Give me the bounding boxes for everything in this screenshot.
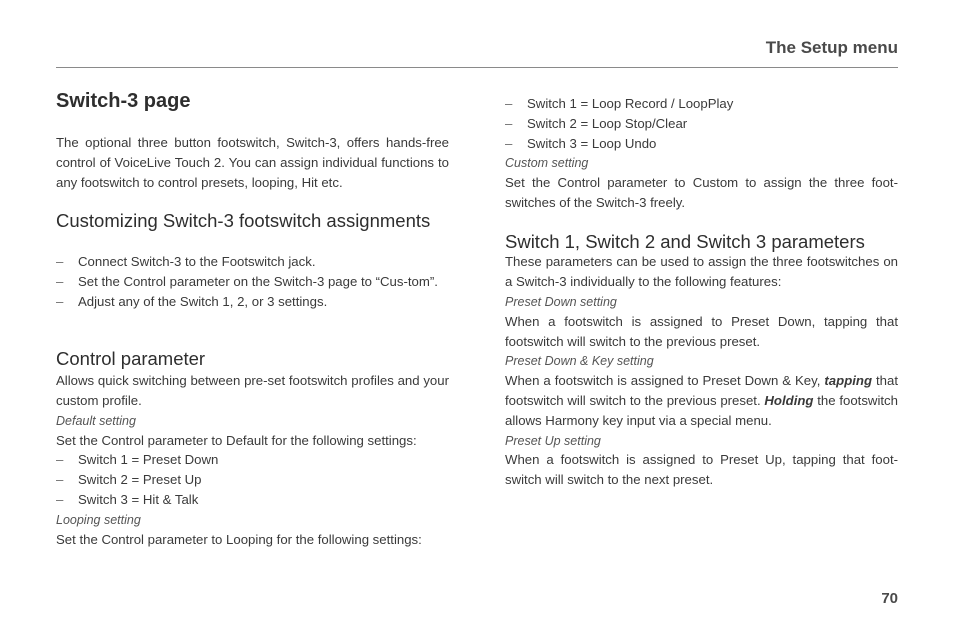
custom-setting-label: Custom setting bbox=[505, 156, 589, 170]
list-item: – Switch 2 = Loop Stop/Clear bbox=[505, 116, 688, 131]
default-setting-label: Default setting bbox=[56, 414, 136, 428]
list-item: – Switch 3 = Loop Undo bbox=[505, 136, 657, 151]
control-intro: Allows quick switching between pre-set footswitch profiles and your custom profile. bbox=[56, 373, 449, 408]
looping-setting-label: Looping setting bbox=[56, 513, 141, 527]
list-item: – Switch 1 = Loop Record / LoopPlay bbox=[505, 96, 734, 111]
preset-up-text: When a footswitch is assigned to Preset Up, tapping that foot-switch will switch to the next preset. bbox=[505, 452, 898, 487]
preset-down-text: When a footswitch is assigned to Preset Down, tapping that footswitch will switch to the previous preset. bbox=[505, 314, 898, 349]
preset-up-label: Preset Up setting bbox=[505, 434, 601, 448]
list-item: – Set the Control parameter on the Switch-3 page to “Cus-tom”. bbox=[56, 274, 438, 289]
emphasis-holding: Holding bbox=[764, 393, 814, 408]
preset-down-label: Preset Down setting bbox=[505, 295, 617, 309]
preset-down-key-text: When a footswitch is assigned to Preset Down & Key, tapping that footswitch will switch to the previous preset. Holding the footswitch allows Harmony key input via a special menu. bbox=[505, 373, 898, 428]
preset-down-key-label: Preset Down & Key setting bbox=[505, 354, 654, 368]
looping-setting-text: Set the Control parameter to Looping for the following settings: bbox=[56, 532, 422, 547]
switch-parameters-intro: These parameters can be used to assign the three footswitches on a Switch-3 individually to the following features: bbox=[505, 254, 898, 289]
page-number: 70 bbox=[881, 590, 898, 607]
looping-settings-list bbox=[505, 94, 898, 154]
list-item: – Switch 2 = Preset Up bbox=[56, 472, 202, 487]
customizing-list bbox=[56, 252, 449, 312]
list-item: – Switch 1 = Preset Down bbox=[56, 452, 219, 467]
intro-paragraph: The optional three button footswitch, Switch-3, offers hands-free control of VoiceLive Touch 2. You can assign individual functions to any footswitch to control presets, looping, Hit etc. bbox=[56, 135, 449, 190]
list-item: – Adjust any of the Switch 1, 2, or 3 settings. bbox=[56, 294, 328, 309]
list-item: – Connect Switch-3 to the Footswitch jack. bbox=[56, 254, 316, 269]
emphasis-tapping: tapping bbox=[824, 373, 873, 388]
custom-setting-text: Set the Control parameter to Custom to assign the three foot-switches of the Switch-3 freely. bbox=[505, 175, 898, 210]
control-parameter-heading: Control parameter bbox=[56, 348, 206, 369]
header-divider bbox=[56, 67, 898, 68]
switch-parameters-heading: Switch 1, Switch 2 and Switch 3 parameters bbox=[505, 231, 865, 252]
customizing-heading: Customizing Switch-3 footswitch assignments bbox=[56, 210, 431, 231]
page-heading: Switch-3 page bbox=[56, 90, 191, 112]
default-settings-list bbox=[56, 450, 449, 510]
list-item: – Switch 3 = Hit & Talk bbox=[56, 492, 199, 507]
running-header: The Setup menu bbox=[765, 38, 898, 57]
default-setting-text: Set the Control parameter to Default for the following settings: bbox=[56, 433, 417, 448]
